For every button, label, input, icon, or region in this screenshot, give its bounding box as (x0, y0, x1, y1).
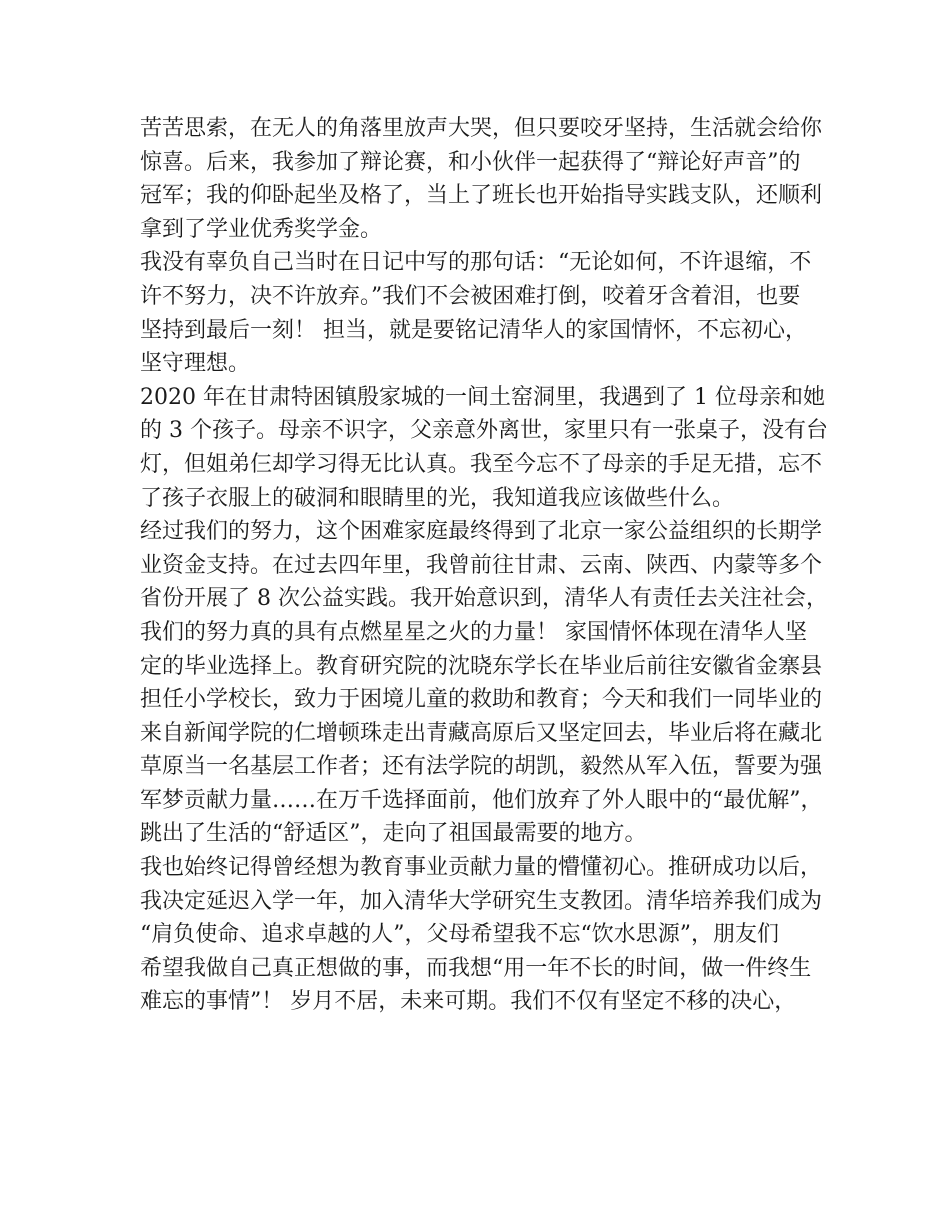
text-line: 我也始终记得曾经想为教育事业贡献力量的懵懂初心。推研成功以后， (140, 855, 823, 881)
text-line: 苦苦思索，在无人的角落里放声大哭，但只要咬牙坚持，生活就会给你 (140, 116, 823, 141)
text-line: 我决定延迟入学一年，加入清华大学研究生支教团。清华培养我们成为 (140, 888, 823, 914)
text-line: 军梦贡献力量……在万千选择面前，他们放弃了外人眼中的“最优解”， (140, 787, 823, 813)
text-line: 难忘的事情”！ 岁月不居，未来可期。我们不仅有坚定不移的决心， (140, 989, 797, 1015)
text-line: 我没有辜负自己当时在日记中写的那句话：“无论如何，不许退缩，不 (140, 250, 812, 276)
text-line: 许不努力，决不许放弃。”我们不会被困难打倒，咬着牙含着泪，也要 (140, 283, 801, 309)
text-line: 业资金支持。在过去四年里，我曾前往甘肃、云南、陕西、内蒙等多个 (140, 552, 823, 578)
text-line: 2020 年在甘肃特困镇殷家城的一间土窑洞里，我遇到了 1 位母亲和她 (140, 384, 825, 410)
text-line: 我们的努力真的具有点燃星星之火的力量！ 家国情怀体现在清华人坚 (140, 619, 807, 645)
text-line: 冠军；我的仰卧起坐及格了，当上了班长也开始指导实践支队，还顺利 (140, 183, 823, 209)
text-line: 坚守理想。 (140, 351, 251, 377)
text-line: 草原当一名基层工作者；还有法学院的胡凯，毅然从军入伍，誓要为强 (140, 754, 823, 780)
text-line: 惊喜。后来，我参加了辩论赛，和小伙伴一起获得了“辩论好声音”的 (140, 149, 801, 175)
text-line: 了孩子衣服上的破洞和眼睛里的光，我知道我应该做些什么。 (140, 485, 735, 511)
body-text (140, 112, 830, 1019)
text-line: 来自新闻学院的仁增顿珠走出青藏高原后又坚定回去，毕业后将在藏北 (140, 720, 823, 746)
text-line: 希望我做自己真正想做的事，而我想“用一年不长的时间，做一件终生 (140, 955, 812, 981)
text-line: 拿到了学业优秀奖学金。 (140, 216, 383, 242)
text-line: 灯，但姐弟仨却学习得无比认真。我至今忘不了母亲的手足无措，忘不 (140, 451, 823, 477)
text-line: 省份开展了 8 次公益实践。我开始意识到，清华人有责任去关注社会， (140, 586, 828, 612)
text-line: 经过我们的努力，这个困难家庭最终得到了北京一家公益组织的长期学 (140, 519, 823, 545)
text-line: 的 3 个孩子。母亲不识字，父亲意外离世，家里只有一张桌子，没有台 (140, 418, 828, 444)
text-line: 坚持到最后一刻！ 担当，就是要铭记清华人的家国情怀，不忘初心， (140, 317, 807, 343)
text-line: “肩负使命、追求卓越的人”，父母希望我不忘“饮水思源”，朋友们 (140, 922, 779, 948)
text-line: 跳出了生活的“舒适区”，走向了祖国最需要的地方。 (140, 821, 647, 847)
text-line: 定的毕业选择上。教育研究院的沈晓东学长在毕业后前往安徽省金寨县 (140, 653, 823, 679)
text-line: 担任小学校长，致力于困境儿童的救助和教育；今天和我们一同毕业的 (140, 687, 823, 713)
